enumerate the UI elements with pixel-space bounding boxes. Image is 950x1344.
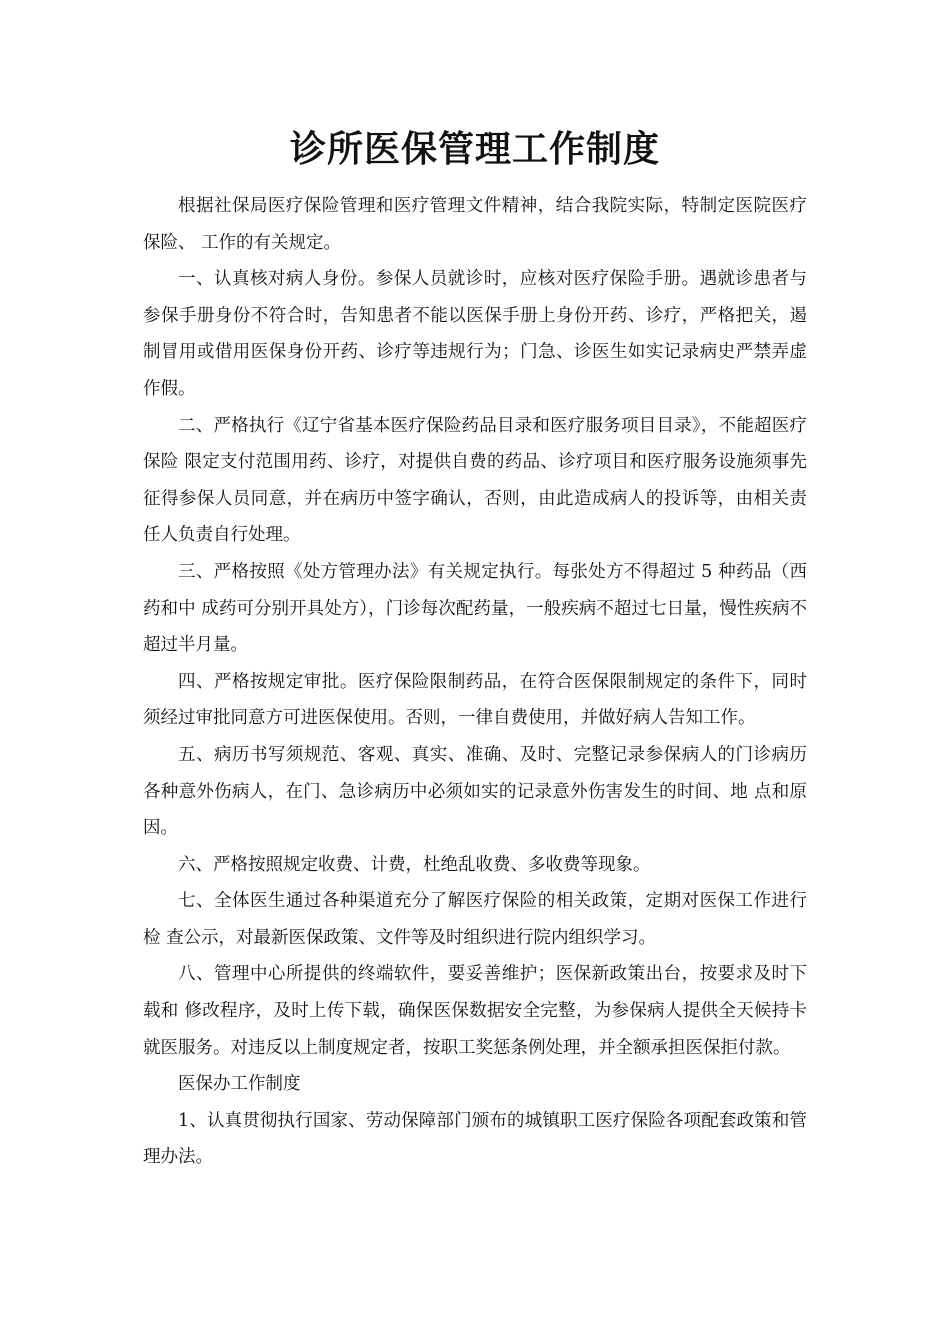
rule-8-paragraph: 八、管理中心所提供的终端软件，要妥善维护；医保新政策出台，按要求及时下载和 修改程序，及时上传下载，确保医保数据安全完整，为参保病人提供全天候持卡就医服务。对违反以上制度规定者，按职工奖惩条例处理，并全额承担医保拒付款。: [143, 964, 807, 1058]
rule-6-paragraph: 六、严格按照规定收费、计费，杜绝乱收费、多收费等现象。: [178, 854, 651, 875]
document-body: [143, 188, 807, 1176]
rule-7-paragraph: 七、全体医生通过各种渠道充分了解医疗保险的相关政策，定期对医保工作进行检 查公示，对最新医保政策、文件等及时组织进行院内组织学习。: [143, 891, 807, 948]
rule-1-paragraph: 一、认真核对病人身份。参保人员就诊时，应核对医疗保险手册。遇就诊患者与参保手册身份不符合时，告知患者不能以医保手册上身份开药、诊疗，严格把关，遏制冒用或借用医保身份开药、诊疗等违规行为；门急、诊医生如实记录病史严禁弄虚作假。: [143, 269, 807, 399]
document-title: 诊所医保管理工作制度: [289, 129, 660, 170]
section-heading: 医保办工作制度: [178, 1074, 301, 1095]
rule-4-paragraph: 四、严格按规定审批。医疗保险限制药品，在符合医保限制规定的条件下，同时须经过审批同意方可进医保使用。否则，一律自费使用，并做好病人告知工作。: [143, 671, 807, 729]
rule-2-paragraph: 二、严格执行《辽宁省基本医疗保险药品目录和医疗服务项目目录》，不能超医疗保险 限定支付范围用药、诊疗，对提供自费的药品、诊疗项目和医疗服务设施须事先征得参保人员同意，并在病历中签字确认，否则，由此造成病人的投诉等，由相关责任人负责自行处理。: [143, 415, 807, 546]
rule-3-paragraph: 三、严格按照《处方管理办法》有关规定执行。每张处方不得超过 5 种药品（西药和中 成药可分别开具处方），门诊每次配药量，一般疾病不超过七日量，慢性疾病不超过半月量。: [143, 561, 807, 656]
rule-5-paragraph: 五、病历书写须规范、客观、真实、准确、及时、完整记录参保病人的门诊病历 各种意外伤病人，在门、急诊病历中必须如实的记录意外伤害发生的时间、地 点和原因。: [143, 744, 807, 839]
intro-paragraph: 根据社保局医疗保险管理和医疗管理文件精神，结合我院实际，特制定医院医疗保险、 工作的有关规定。: [143, 196, 807, 253]
office-rule-1-paragraph: 1、认真贯彻执行国家、劳动保障部门颁布的城镇职工医疗保险各项配套政策和管理办法。: [143, 1110, 807, 1168]
